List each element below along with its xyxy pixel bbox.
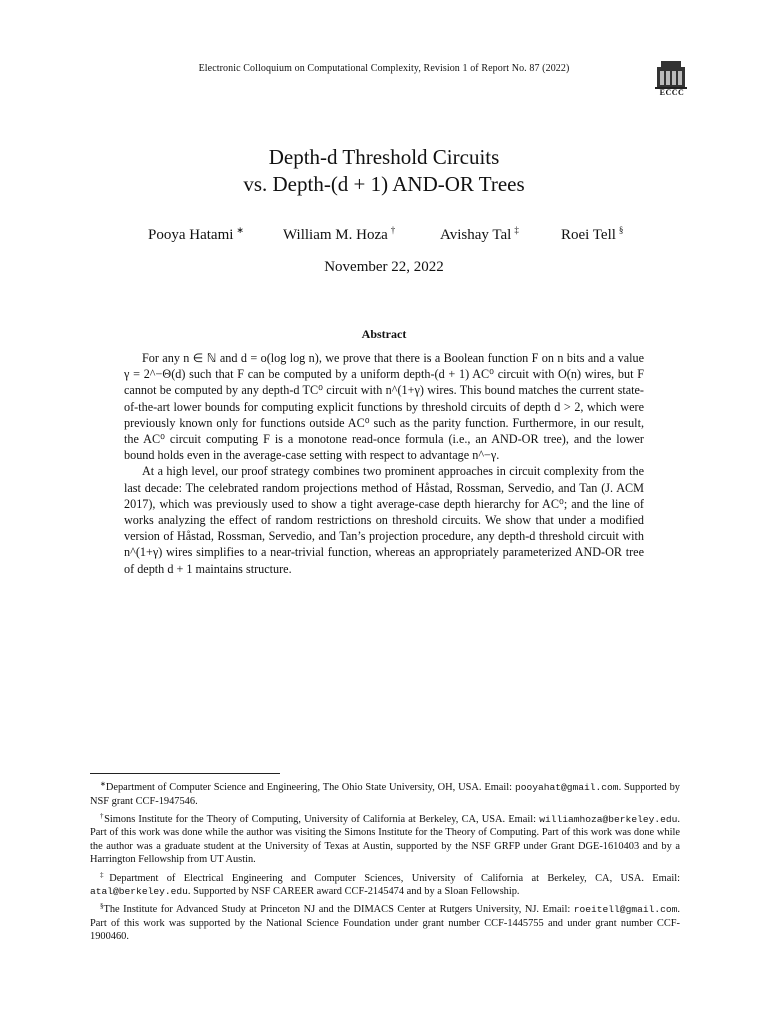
title-line-1: Depth-d Threshold Circuits [268, 145, 500, 169]
footnote-2: †Simons Institute for the Theory of Computing, University of California at Berkeley, CA, USA. Email: williamhoza@berkeley.edu. Part of this work was done while the author was visiting the Simons Institute for the Theory of Computing. Part of this work was done while the author was a graduate student at the University of Texas at Austin, supported by the NSF GRFP under Grant DGE-1610403 and by a Harrington Fellowship from UT Austin. [90, 811, 680, 866]
footnote-4: §The Institute for Advanced Study at Princeton NJ and the DIMACS Center at Rutgers University, NJ. Email: roeitell@gmail.com. Part of this work was supported by the National Science Foundation under grant number CCF-1445755 and under grant number CCF-1900460. [90, 902, 680, 943]
author-1: Pooya Hatami ∗ [148, 225, 244, 243]
author-4: Roei Tell § [561, 225, 624, 243]
colloquium-header: Electronic Colloquium on Computational Complexity, Revision 1 of Report No. 87 (2022) [198, 63, 570, 74]
paper-title [0, 144, 768, 198]
footnotes [90, 778, 680, 946]
footnote-1: ∗Department of Computer Science and Engineering, The Ohio State University, OH, USA. Email: pooyahat@gmail.com. Supported by NSF grant CCF-1947546. [90, 780, 680, 807]
footnote-rule [90, 773, 280, 774]
publication-date: November 22, 2022 [324, 259, 444, 275]
abstract-paragraph-2: At a high level, our proof strategy combines two prominent approaches in circuit complexity from the last decade: The celebrated random projections method of Håstad, Rossman, Servedio, and Tan (J. ACM 2017), which was previously used to show a tight average-case depth hierarchy for AC⁰; and the line of works analyzing the effect of random restrictions on threshold circuits. We show that under a modified version of Håstad, Rossman, Servedio, and Tan’s projection procedure, any depth-d threshold circuit with n^(1+γ) wires simplifies to a near-trivial function, whereas an appropriately parameterized AND-OR tree of depth d + 1 maintains structure. [124, 464, 644, 576]
email-link[interactable]: atal@berkeley.edu [90, 886, 188, 898]
email-link[interactable]: williamhoza@berkeley.edu [539, 813, 678, 825]
footnote-3: ‡Department of Electrical Engineering and Computer Sciences, University of California at Berkeley, CA, USA. Email: atal@berkeley.edu. Supported by NSF CAREER award CCF-2145474 and by a Sloan Fellowship. [90, 870, 680, 898]
eccc-logo-text: ECCC [659, 88, 685, 97]
title-line-2: vs. Depth-(d + 1) AND-OR Trees [243, 172, 525, 196]
abstract-paragraph-1: For any n ∈ ℕ and d = o(log log n), we prove that there is a Boolean function F on n bits and a value γ = 2^−Θ(d) such that F can be computed by a uniform depth-(d + 1) AC⁰ circuit with O(n) wires, but F cannot be computed by any depth-d TC⁰ circuit with n^(1+γ) wires. This bound matches the current state-of-the-art lower bounds for computing explicit functions by threshold circuits of depth d > 2, which were previously known only for functions outside AC⁰ such as the parity function. Furthermore, in our result, the AC⁰ circuit computing F is a monotone read-once formula (i.e., an AND-OR tree), and the lower bound holds even in the average-case setting with respect to advantage n^−γ. [124, 351, 644, 463]
abstract-heading: Abstract [361, 327, 407, 341]
email-link[interactable]: roeitell@gmail.com [573, 904, 678, 916]
author-3: Avishay Tal ‡ [440, 225, 519, 243]
abstract-body [124, 350, 644, 577]
email-link[interactable]: pooyahat@gmail.com [514, 782, 619, 793]
author-2: William M. Hoza † [283, 225, 396, 243]
author-list [0, 225, 768, 247]
